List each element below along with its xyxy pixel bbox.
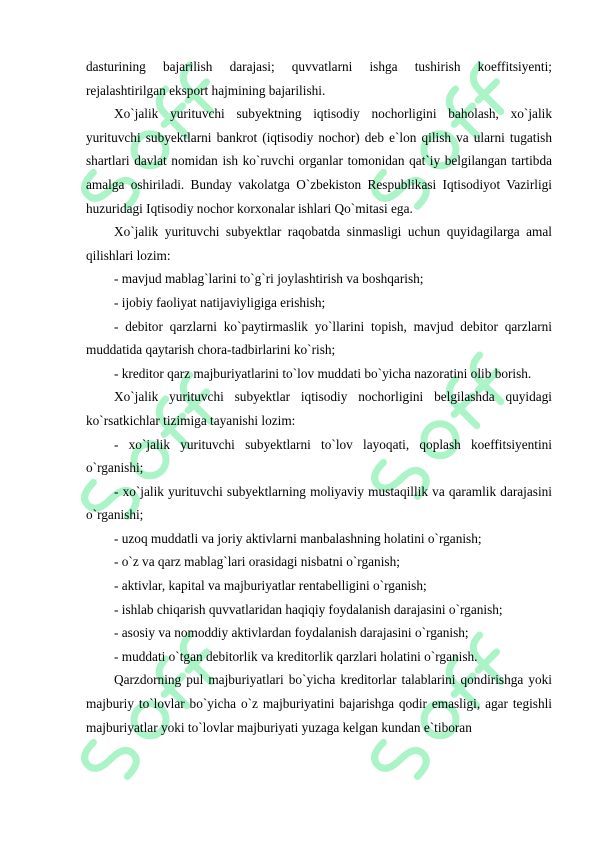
list-item-4: - kreditor qarz majburiyatlarini to`lov muddati bo`yicha nazoratini olib borish. xyxy=(114,365,532,381)
list-item-2: - ijobiy faoliyat natijaviyligiga erishish; xyxy=(114,294,326,310)
list-item-3: - debitor qarzlarni ko`paytirmaslik yo`llarini topish, mavjud debitor qarzlarni muddatida qaytarish chora-tadbirlarini ko`rish; xyxy=(86,318,552,358)
list-item-8: - o`z va qarz mablag`lari orasidagi nisbatni o`rganish; xyxy=(114,554,400,570)
list-item-10: - ishlab chiqarish quvvatlaridan haqiqiy foydalanish darajasini o`rganish; xyxy=(114,601,503,617)
list-item-7: - uzoq muddatli va joriy aktivlarni manbalashning holatini o`rganish; xyxy=(114,530,482,546)
paragraph-1: Xo`jalik yurituvchi subyektning iqtisodiy nochorligini baholash, xo`jalik yurituvchi subyektlarni bankrot (iqtisodiy nochor) deb e`lon qilish va ularni tugatish shartlari davlat nomidan ish ko`ruvchi organlar tomonidan qat`iy belgilangan tartibda amalga oshiriladi. Bunday vakolatga O`zbekiston Respublikasi Iqtisodiyot Vazirligi huzuridagi Iqtisodiy nochor korxonalar ishlari Qo`mitasi ega. xyxy=(86,106,552,216)
document-body xyxy=(86,55,552,739)
list-item-9: - aktivlar, kapital va majburiyatlar rentabelligini o`rganish; xyxy=(114,578,427,594)
list-item-11: - asosiy va nomoddiy aktivlardan foydalanish darajasini o`rganish; xyxy=(114,625,469,641)
list-item-5: - xo`jalik yurituvchi subyektlarni to`lov layoqati, qoplash koeffitsiyentini o`rganishi; xyxy=(86,436,552,476)
paragraph-0: dasturining bajarilish darajasi; quvvatlarni ishga tushirish koeffitsiyenti; rejalashtirilgan eksport hajmining bajarilishi. xyxy=(86,59,552,98)
paragraph-2: Xo`jalik yurituvchi subyektlar raqobatda sinmasligi uchun quyidagilarga amal qilishlari lozim: xyxy=(86,224,552,263)
list-item-12: - muddati o`tgan debitorlik va kreditorlik qarzlari holatini o`rganish. xyxy=(114,648,478,664)
paragraph-3: Xo`jalik yurituvchi subyektlar iqtisodiy nochorligini belgilashda quyidagi ko`rsatkichlar tizimiga tayanishi lozim: xyxy=(86,389,552,428)
paragraph-4: Qarzdorning pul majburiyatlari bo`yicha kreditorlar talablarini qondirishga yoki majburiy to`lovlar bo`yicha o`z majburiyatini bajarishga qodir emasligi, agar tegishli majburiyatlar yoki to`lovlar majburiyati yuzaga kelgan kundan e`tiboran xyxy=(86,672,552,735)
list-item-6: - xo`jalik yurituvchi subyektlarning moliyaviy mustaqillik va qaramlik darajasini o`rganishi; xyxy=(86,483,552,523)
list-item-1: - mavjud mablag`larini to`g`ri joylashtirish va boshqarish; xyxy=(114,271,424,287)
